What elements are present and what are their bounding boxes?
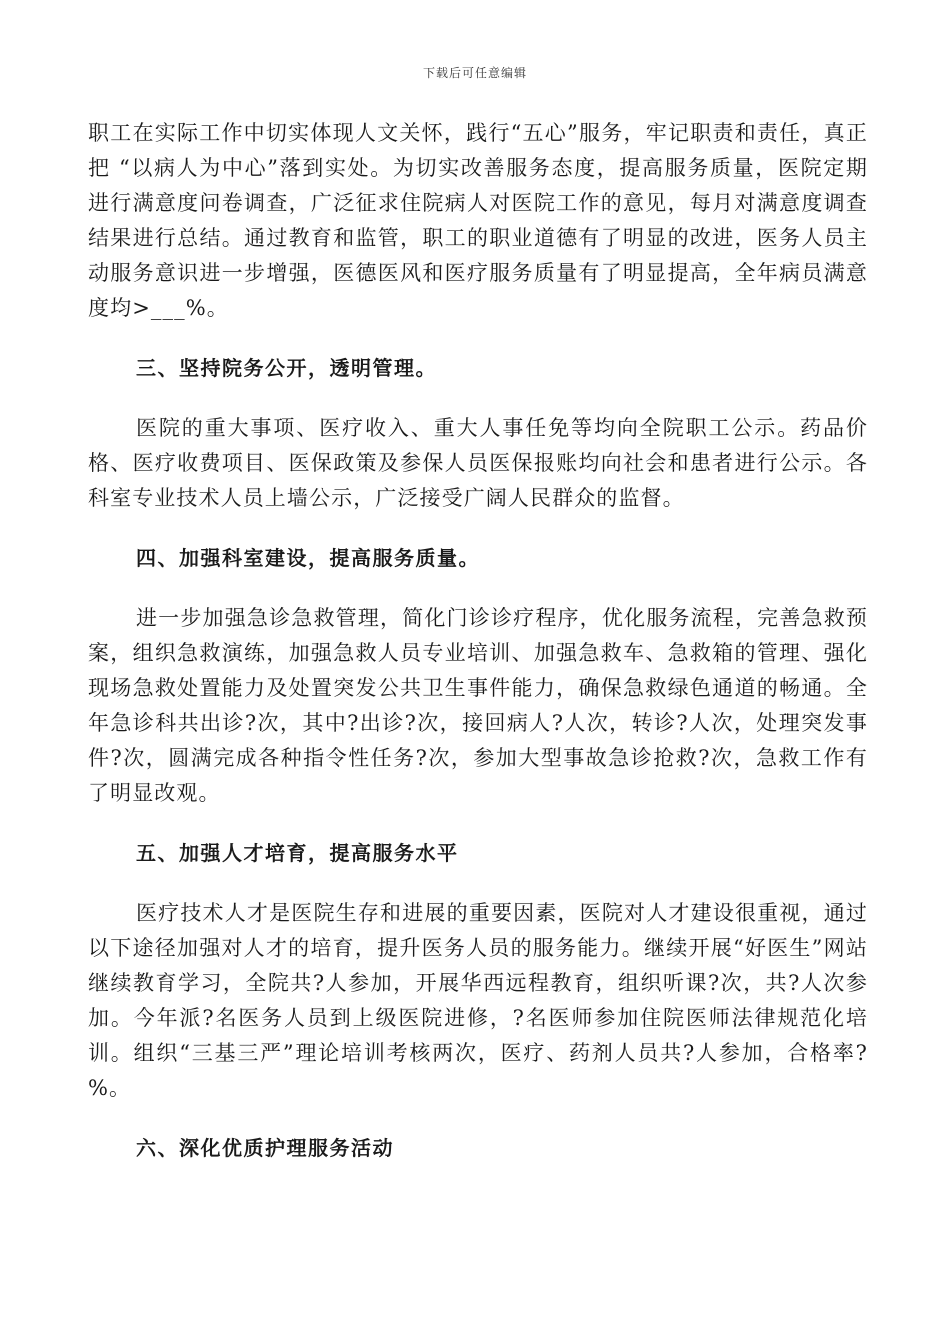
heading-section-6: 六、深化优质护理服务活动	[136, 1136, 394, 1160]
heading-section-3: 三、坚持院务公开，透明管理。	[136, 356, 437, 380]
header-note: 下载后可任意编辑	[422, 66, 527, 80]
document-body	[88, 116, 868, 1166]
paragraph-service-attitude: 职工在实际工作中切实体现人文关怀，践行“五心”服务，牢记职责和责任，真正把 “以病人为中心”落到实处。为切实改善服务态度，提高服务质量，医院定期进行满意度问卷调查，广泛征求住院病人对医院工作的意见，每月对满意度调查结果进行总结。通过教育和监管，职工的职业道德有了明显的改进，医务人员主动服务意识进一步增强，医德医风和医疗服务质量有了明显提高，全年病员满意度均>___%。	[88, 121, 868, 320]
heading-section-5: 五、加强人才培育，提高服务水平	[136, 841, 459, 865]
paragraph-section-5: 医疗技术人才是医院生存和进展的重要因素，医院对人才建设很重视，通过以下途径加强对人才的培育，提升医务人员的服务能力。继续开展“好医生”网站继续教育学习，全院共?人参加，开展华西远程教育，组织听课?次，共?人次参加。今年派?名医务人员到上级医院进修，?名医师参加住院医师法律规范化培训。组织“三基三严”理论培训考核两次，医疗、药剂人员共?人参加，合格率?%。	[88, 901, 868, 1100]
paragraph-section-3: 医院的重大事项、医疗收入、重大人事任免等均向全院职工公示。药品价格、医疗收费项目、医保政策及参保人员医保报账均向社会和患者进行公示。各科室专业技术人员上墙公示，广泛接受广阔人民群众的监督。	[88, 416, 868, 510]
paragraph-section-4: 进一步加强急诊急救管理，简化门诊诊疗程序，优化服务流程，完善急救预案，组织急救演练，加强急救人员专业培训、加强急救车、急救箱的管理、强化现场急救处置能力及处置突发公共卫生事件能力，确保急救绿色通道的畅通。全年急诊科共出诊?次，其中?出诊?次，接回病人?人次，转诊?人次，处理突发事件?次，圆满完成各种指令性任务?次，参加大型事故急诊抢救?次，急救工作有了明显改观。	[88, 606, 868, 805]
heading-section-4: 四、加强科室建设，提高服务质量。	[136, 546, 480, 570]
